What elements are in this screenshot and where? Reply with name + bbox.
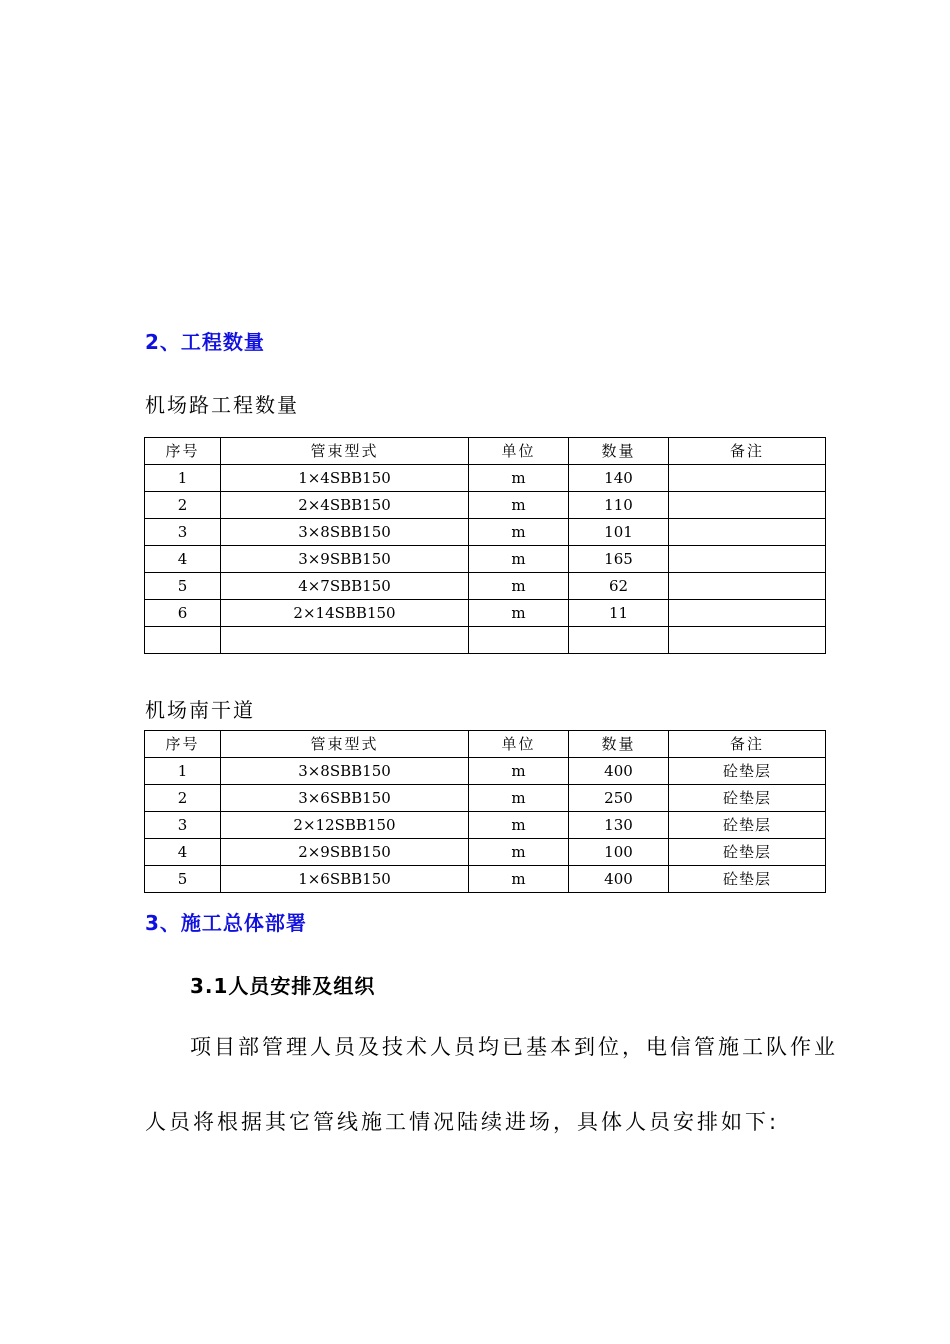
- table-header-row: [145, 731, 826, 758]
- unit-cell: m: [469, 866, 569, 893]
- unit-cell: m: [469, 492, 569, 519]
- header-pipe-type: 管束型式: [221, 438, 469, 465]
- section-2-heading: 2、工程数量: [145, 330, 265, 354]
- serial-no-cell: 1: [145, 465, 221, 492]
- unit-cell: m: [469, 600, 569, 627]
- quantity-cell: 250: [569, 785, 669, 812]
- serial-no-cell: 5: [145, 573, 221, 600]
- remark-cell: 砼垫层: [669, 758, 826, 785]
- table1-caption: 机场路工程数量: [145, 393, 299, 417]
- table-row: [145, 546, 826, 573]
- quantity-cell: 130: [569, 812, 669, 839]
- serial-no-cell: 1: [145, 758, 221, 785]
- serial-no-cell: [145, 627, 221, 654]
- serial-no-cell: 3: [145, 812, 221, 839]
- unit-cell: m: [469, 465, 569, 492]
- pipe-type-cell: 2×9SBB150: [221, 839, 469, 866]
- quantity-cell: 140: [569, 465, 669, 492]
- pipe-type-cell: 3×8SBB150: [221, 519, 469, 546]
- unit-cell: [469, 627, 569, 654]
- header-serial-no: 序号: [145, 731, 221, 758]
- pipe-type-cell: 4×7SBB150: [221, 573, 469, 600]
- table-row: [145, 519, 826, 546]
- remark-cell: 砼垫层: [669, 839, 826, 866]
- table-row: [145, 600, 826, 627]
- paragraph-line-2: 人员将根据其它管线施工情况陆续进场，具体人员安排如下:: [145, 1110, 780, 1134]
- remark-cell: [669, 600, 826, 627]
- quantity-cell: 110: [569, 492, 669, 519]
- remark-cell: [669, 573, 826, 600]
- pipe-type-cell: [221, 627, 469, 654]
- remark-cell: 砼垫层: [669, 866, 826, 893]
- serial-no-cell: 3: [145, 519, 221, 546]
- quantity-cell: 165: [569, 546, 669, 573]
- remark-cell: [669, 492, 826, 519]
- table2-airport-south-trunk-quantities: [144, 730, 826, 893]
- pipe-type-cell: 1×4SBB150: [221, 465, 469, 492]
- header-quantity: 数量: [569, 731, 669, 758]
- table-row: [145, 627, 826, 654]
- quantity-cell: 400: [569, 866, 669, 893]
- table-row: [145, 758, 826, 785]
- quantity-cell: 11: [569, 600, 669, 627]
- unit-cell: m: [469, 812, 569, 839]
- pipe-type-cell: 3×6SBB150: [221, 785, 469, 812]
- table-row: [145, 465, 826, 492]
- table-header-row: [145, 438, 826, 465]
- table2-caption: 机场南干道: [145, 698, 255, 722]
- quantity-cell: 100: [569, 839, 669, 866]
- header-unit: 单位: [469, 438, 569, 465]
- header-remark: 备注: [669, 731, 826, 758]
- pipe-type-cell: 2×12SBB150: [221, 812, 469, 839]
- serial-no-cell: 2: [145, 492, 221, 519]
- section-3-heading: 3、施工总体部署: [145, 911, 307, 935]
- unit-cell: m: [469, 758, 569, 785]
- table1-airport-road-quantities: [144, 437, 826, 654]
- quantity-cell: 400: [569, 758, 669, 785]
- header-quantity: 数量: [569, 438, 669, 465]
- header-unit: 单位: [469, 731, 569, 758]
- table-row: [145, 866, 826, 893]
- table-row: [145, 839, 826, 866]
- quantity-cell: 62: [569, 573, 669, 600]
- pipe-type-cell: 3×9SBB150: [221, 546, 469, 573]
- remark-cell: 砼垫层: [669, 785, 826, 812]
- quantity-cell: [569, 627, 669, 654]
- remark-cell: [669, 465, 826, 492]
- quantity-cell: 101: [569, 519, 669, 546]
- header-serial-no: 序号: [145, 438, 221, 465]
- serial-no-cell: 6: [145, 600, 221, 627]
- unit-cell: m: [469, 519, 569, 546]
- remark-cell: [669, 627, 826, 654]
- serial-no-cell: 4: [145, 546, 221, 573]
- pipe-type-cell: 1×6SBB150: [221, 866, 469, 893]
- header-pipe-type: 管束型式: [221, 731, 469, 758]
- table-row: [145, 785, 826, 812]
- pipe-type-cell: 2×4SBB150: [221, 492, 469, 519]
- remark-cell: 砼垫层: [669, 812, 826, 839]
- section-3-1-heading: 3.1人员安排及组织: [190, 974, 376, 998]
- unit-cell: m: [469, 785, 569, 812]
- pipe-type-cell: 2×14SBB150: [221, 600, 469, 627]
- serial-no-cell: 4: [145, 839, 221, 866]
- unit-cell: m: [469, 839, 569, 866]
- pipe-type-cell: 3×8SBB150: [221, 758, 469, 785]
- unit-cell: m: [469, 546, 569, 573]
- table-row: [145, 812, 826, 839]
- serial-no-cell: 5: [145, 866, 221, 893]
- table-row: [145, 492, 826, 519]
- remark-cell: [669, 546, 826, 573]
- table-row: [145, 573, 826, 600]
- paragraph-line-1: 项目部管理人员及技术人员均已基本到位，电信管施工队作业: [190, 1035, 838, 1059]
- unit-cell: m: [469, 573, 569, 600]
- header-remark: 备注: [669, 438, 826, 465]
- serial-no-cell: 2: [145, 785, 221, 812]
- remark-cell: [669, 519, 826, 546]
